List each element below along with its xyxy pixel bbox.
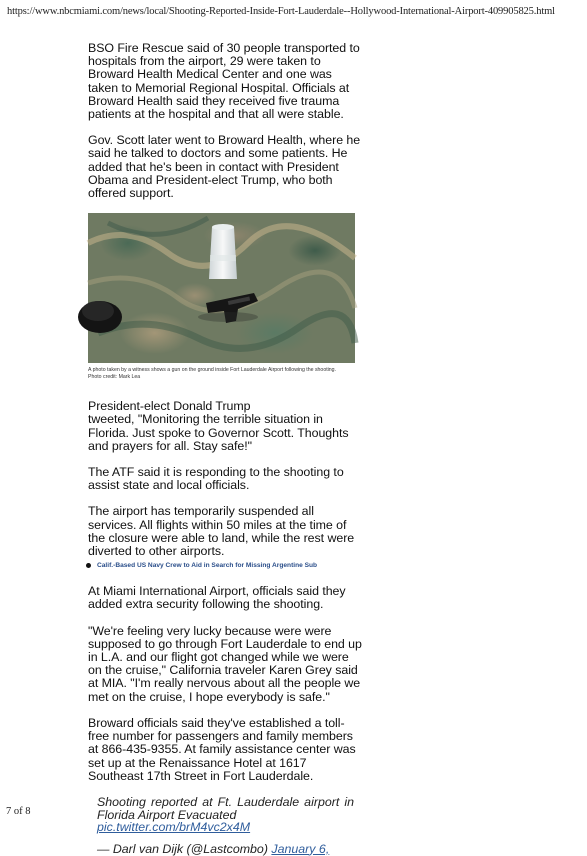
article-paragraph: The ATF said it is responding to the shooting to assist state and local officials.: [88, 465, 344, 493]
article-paragraph: Gov. Scott later went to Broward Health, where he said he talked to doctors and some patients. He added that he's been in contact with President Obama and President-elect Trump, who both offered support.: [88, 133, 361, 201]
related-story-link[interactable]: Calif.-Based US Navy Crew to Aid in Search for Missing Argentine Sub: [97, 562, 318, 570]
trump-line: President-elect Donald Trump: [88, 399, 251, 414]
bullet-icon: [86, 563, 91, 568]
photo-caption-text: A photo taken by a witness shows a gun on the ground inside Fort Lauderdale Airport following the shooting.: [88, 367, 337, 374]
tweet-date-link[interactable]: January 6,: [271, 841, 330, 856]
tweet-attribution: [97, 843, 354, 856]
page-number: 7 of 8: [6, 806, 31, 817]
article-photo: [88, 213, 355, 381]
tweet-media-link[interactable]: pic.twitter.com/brM4vc2x4M: [97, 820, 251, 835]
related-story: [86, 562, 363, 569]
article-paragraph: The airport has temporarily suspended all services. All flights within 50 miles at the time of the closure were able to land, while the rest were diverted to other airports.: [88, 504, 355, 559]
tweet-text: Shooting reported at Ft. Lauderdale airport in Florida Airport Evacuated: [97, 794, 354, 822]
article-paragraph: Broward officials said they've established a toll-free number for passengers and family members at 866-435-9355. At family assistance center was set up at the Renaissance Hotel at 1617 Southeast 17th Street in Fort Lauderdale.: [88, 715, 356, 783]
photo-illustration: [88, 213, 355, 363]
photo-credit: Photo credit: Mark Lea: [88, 374, 141, 381]
embedded-tweet: [97, 796, 354, 855]
article-paragraph: "We're feeling very lucky because were were supposed to go through Fort Lauderdale to end up in L.A. and our flight got changed while we were on the cruise," California traveler Karen Grey said at MIA. "I'm really nervous about all the people we met on the cruise, I hope everybody is safe.": [88, 623, 362, 704]
tweet-author: — Darl van Dijk (@Lastcombo): [97, 841, 268, 856]
article-paragraph: At Miami International Airport, officials said they added extra security following the shooting.: [88, 584, 346, 612]
article-paragraph: BSO Fire Rescue said of 30 people transported to hospitals from the airport, 29 were taken to Broward Health Medical Center and one was taken to Memorial Regional Hospital. Officials at Broward Health said they received five trauma patients at the hospital and that all were stable.: [88, 41, 360, 122]
article-body: [88, 42, 363, 855]
gun-on-floor-photo[interactable]: [88, 213, 355, 363]
photo-caption: [88, 367, 348, 381]
article-paragraph: [88, 400, 363, 453]
trump-tweet-quote: tweeted, "Monitoring the terrible situation in Florida. Just spoke to Governor Scott. Thoughts and prayers for all. Stay safe!": [88, 412, 349, 453]
tweet-body: [97, 796, 354, 834]
page-url-header: https://www.nbcmiami.com/news/local/Shooting-Reported-Inside-Fort-Lauderdale--Hollywood-International-Airport-409905825.html: [7, 6, 555, 17]
